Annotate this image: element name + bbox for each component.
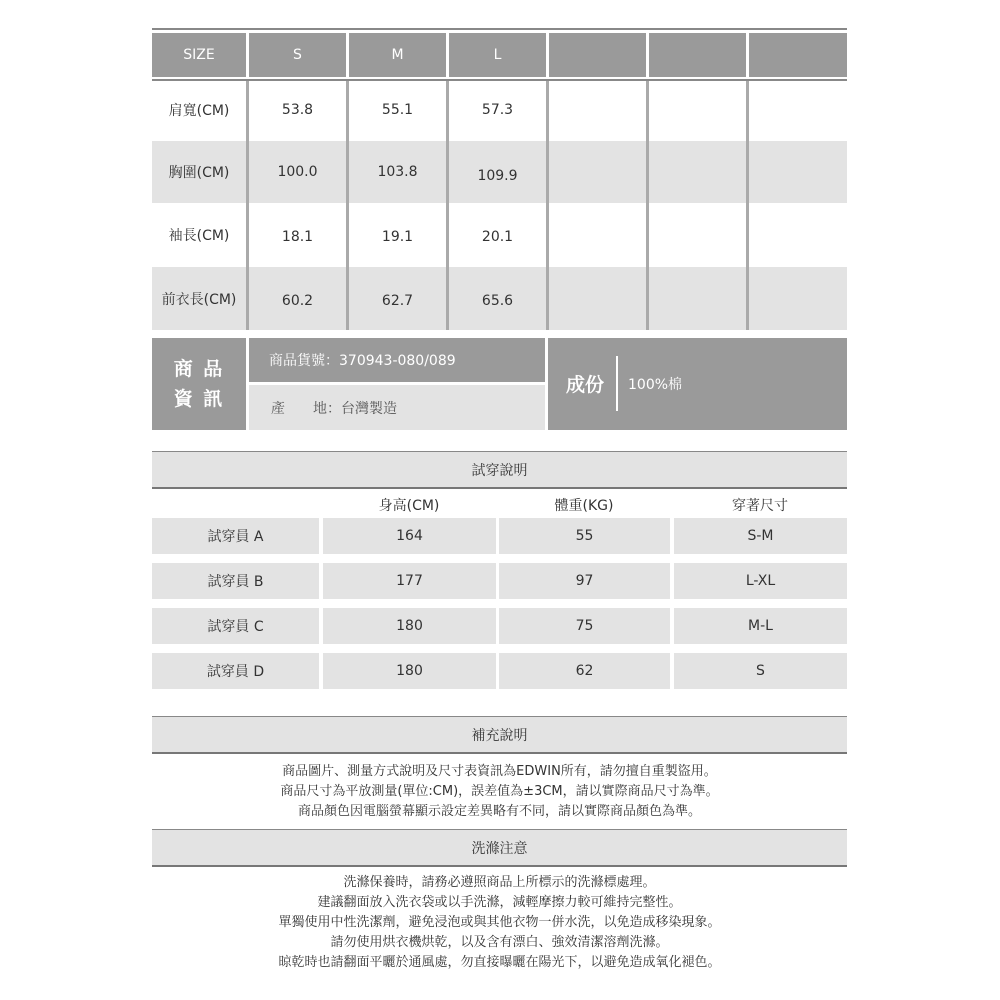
product-info [152, 338, 847, 430]
size-value: 18.1 [281, 229, 314, 245]
fitting-row-label: 試穿員 A [152, 518, 319, 554]
origin: 產 地：台灣製造 [249, 385, 545, 430]
size-value: 60.2 [281, 292, 314, 309]
size-row-label: 袖長(CM) [168, 228, 230, 244]
size-header-s: S [249, 33, 346, 77]
size-row-label: 前衣長(CM) [161, 291, 237, 308]
fitting-row-label: 試穿員 C [152, 608, 319, 644]
composition-label: 成份 [566, 374, 605, 396]
fitting-height: 177 [323, 563, 496, 599]
size-row-label: 胸圍(CM) [168, 165, 230, 181]
composition-value: 100%棉 [628, 377, 683, 393]
fitting-weight: 97 [499, 563, 670, 599]
washing-text [152, 873, 847, 977]
fitting-row-label: 試穿員 B [152, 563, 319, 599]
fitting-weight: 75 [499, 608, 670, 644]
size-header-empty-2 [649, 33, 746, 77]
size-col-divider [746, 81, 749, 330]
supplement-line: 商品尺寸為平放測量(單位:CM)，誤差值為±3CM，請以實際商品尺寸為準。 [280, 784, 719, 799]
product-info-title-line1: 商 品 [173, 358, 225, 380]
supplement-title: 補充說明 [152, 716, 847, 754]
size-header-m: M [349, 33, 446, 77]
fitting-size: M-L [674, 608, 847, 644]
size-value: 57.3 [481, 102, 514, 118]
washing-line: 洗滌保養時，請務必遵照商品上所標示的洗滌標處理。 [343, 875, 656, 890]
supplement-line: 商品圖片、測量方式說明及尺寸表資訊為EDWIN所有，請勿擅自重製盜用。 [282, 764, 717, 779]
item-number: 商品貨號：370943-080/089 [249, 338, 545, 382]
size-row-label: 肩寬(CM) [168, 103, 230, 119]
size-header-empty-3 [749, 33, 847, 77]
fitting-height: 180 [323, 608, 496, 644]
size-value: 62.7 [381, 292, 414, 309]
size-value: 100.0 [277, 164, 318, 180]
supplement-line: 商品顏色因電腦螢幕顯示設定差異略有不同，請以實際商品顏色為準。 [297, 804, 701, 819]
size-table [152, 28, 847, 332]
fitting-size: S [674, 653, 847, 689]
size-value: 53.8 [281, 102, 314, 118]
fitting-weight: 62 [499, 653, 670, 689]
fitting-col-size: 穿著尺寸 [732, 498, 788, 514]
size-value: 65.6 [481, 292, 514, 309]
fitting-title: 試穿說明 [152, 451, 847, 489]
washing-line: 請勿使用烘衣機烘乾，以及含有漂白、強效清潔溶劑洗滌。 [330, 935, 669, 950]
supplement-text [152, 762, 847, 824]
product-info-title [152, 338, 246, 430]
size-value: 20.1 [481, 229, 514, 245]
fitting-col-height: 身高(CM) [378, 498, 440, 514]
size-table-top-rule [152, 28, 847, 30]
washing-line: 晾乾時也請翻面平曬於通風處，勿直接曝曬在陽光下，以避免造成氧化褪色。 [278, 955, 721, 970]
product-info-title-line2: 資 訊 [173, 388, 225, 410]
fitting-size: L-XL [674, 563, 847, 599]
size-value: 19.1 [381, 229, 414, 245]
size-value: 103.8 [377, 164, 418, 180]
size-col-divider [646, 81, 649, 330]
size-header-size: SIZE [152, 33, 246, 77]
washing-line: 單獨使用中性洗潔劑，避免浸泡或與其他衣物一併水洗，以免造成移染現象。 [278, 915, 721, 930]
fitting-height: 180 [323, 653, 496, 689]
fitting-weight: 55 [499, 518, 670, 554]
composition-divider [616, 356, 618, 411]
washing-line: 建議翻面放入洗衣袋或以手洗滌，減輕摩擦力較可維持完整性。 [317, 895, 682, 910]
size-header-l: L [449, 33, 546, 77]
size-value: 55.1 [381, 102, 414, 118]
fitting-height: 164 [323, 518, 496, 554]
size-value: 109.9 [477, 168, 518, 184]
composition [548, 338, 847, 430]
size-header-empty-1 [549, 33, 646, 77]
fitting-col-weight: 體重(KG) [554, 498, 614, 514]
washing-title: 洗滌注意 [152, 829, 847, 867]
fitting-row-label: 試穿員 D [152, 653, 319, 689]
size-col-divider [546, 81, 549, 330]
fitting-size: S-M [674, 518, 847, 554]
